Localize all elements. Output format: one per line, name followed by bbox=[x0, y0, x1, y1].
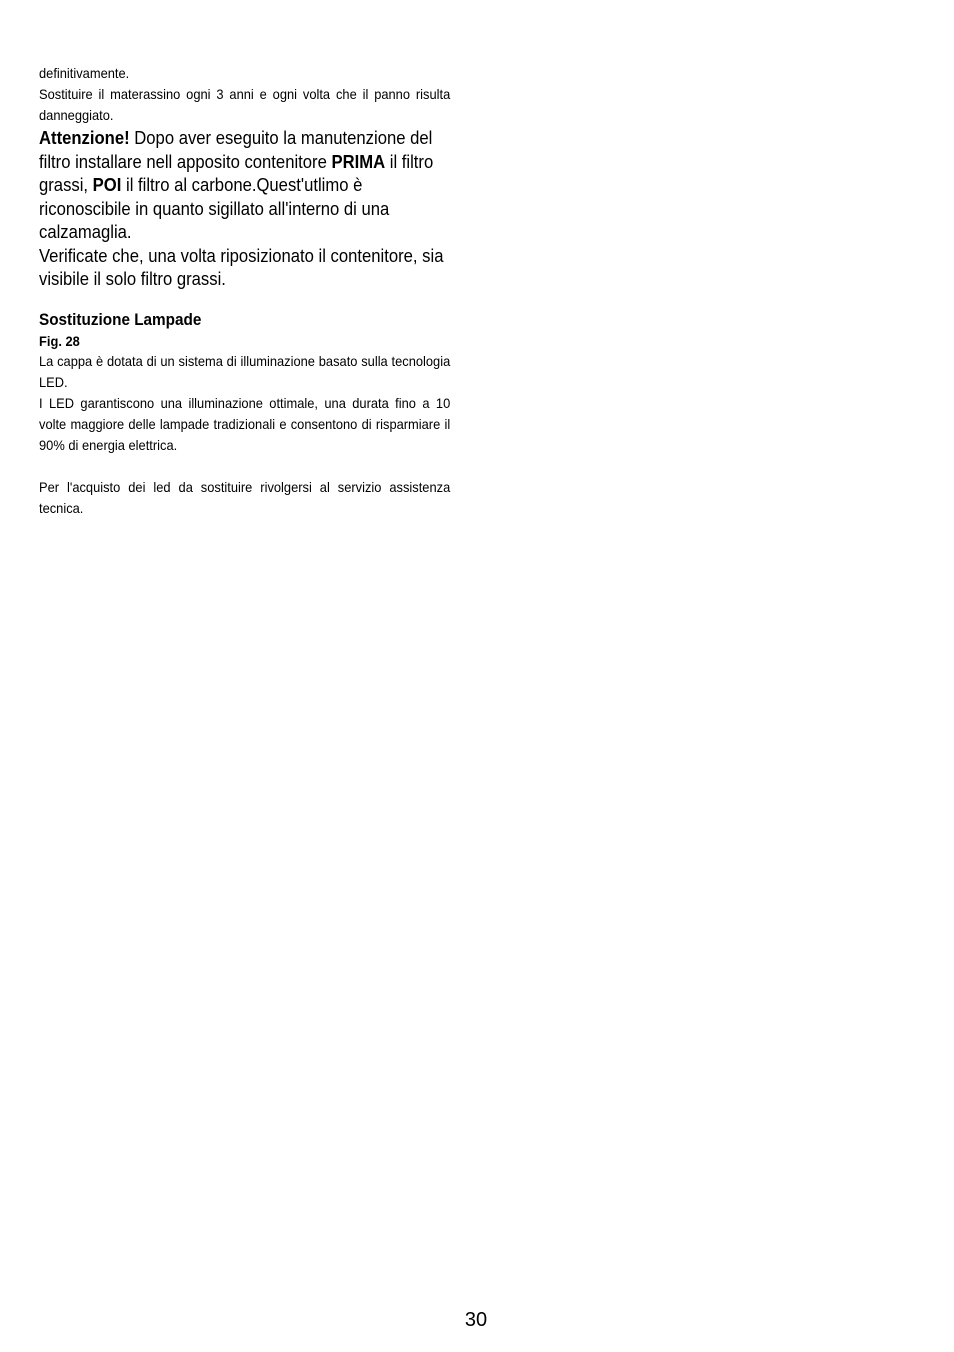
section-heading: Sostituzione Lampade bbox=[39, 309, 202, 329]
warning-text-2: il filtro grassi, bbox=[39, 150, 434, 195]
warning-label: Attenzione! bbox=[39, 127, 130, 148]
paragraph-spacer bbox=[39, 456, 451, 477]
warning-poi: POI bbox=[92, 174, 122, 195]
mat-replacement-text: Sostituire il materassino ogni 3 anni e ogni volta che il panno risulta danneggiato. bbox=[39, 86, 451, 123]
purchase-info-paragraph: Per l'acquisto dei led da sostituire rivolgersi al servizio assistenza tecnica. bbox=[39, 478, 451, 516]
warning-text-3: il filtro al carbone.Quest'utlimo è riconoscibile in quanto sigillato all'interno di una calzamaglia. bbox=[39, 174, 390, 242]
continued-text: definitivamente. bbox=[39, 65, 130, 81]
verify-paragraph: Verificate che, una volta riposizionato il contenitore, sia visibile il solo filtro grassi. bbox=[39, 244, 444, 289]
page-number-text: 30 bbox=[464, 1309, 488, 1331]
led-system-paragraph: La cappa è dotata di un sistema di illuminazione basato sulla tecnologia LED. bbox=[39, 352, 451, 390]
page-number bbox=[0, 1307, 954, 1333]
warning-text-1: Dopo aver eseguito la manutenzione del filtro installare nell apposito contenitore bbox=[39, 127, 433, 172]
figure-reference: Fig. 28 bbox=[39, 332, 80, 349]
warning-prima: PRIMA bbox=[331, 150, 386, 172]
text-column bbox=[39, 63, 451, 519]
warning-paragraph bbox=[39, 126, 453, 244]
led-benefits-paragraph: I LED garantiscono una illuminazione ottimale, una durata fino a 10 volte maggiore delle lampade tradizionali e consentono di risparmiare il 90% di energia elettrica. bbox=[39, 394, 451, 453]
